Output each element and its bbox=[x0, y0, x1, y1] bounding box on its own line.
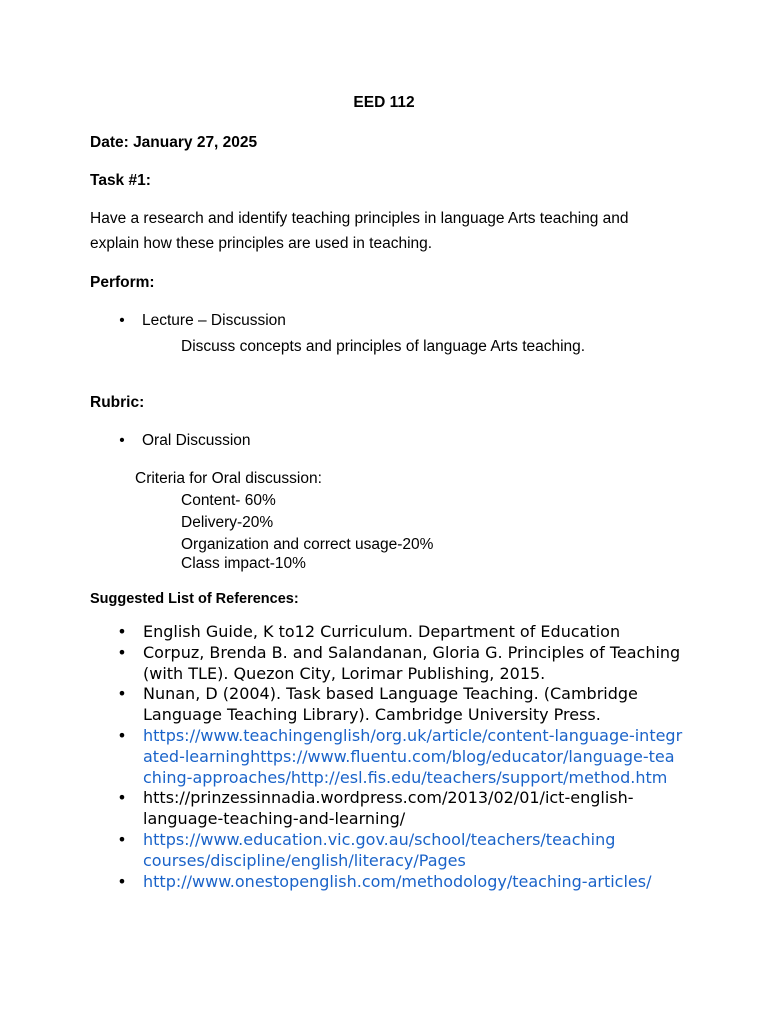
criteria-item: Delivery-20% bbox=[181, 514, 274, 531]
reference-link[interactable]: https://www.teachingenglish/org.uk/article/content-language-integrated-learninghttps://www.fluentu.com/blog/educator/language-teaching-approaches/http://esl.fis.edu/teachers/support/method.htm bbox=[143, 725, 683, 787]
criteria-heading: Criteria for Oral discussion: bbox=[135, 470, 322, 487]
bullet: • bbox=[117, 829, 127, 849]
course-code-title: EED 112 bbox=[353, 94, 415, 111]
rubric-item: Oral Discussion bbox=[142, 432, 251, 449]
criteria-item: Class impact-10% bbox=[181, 555, 306, 572]
reference-text: htts://prinzessinnadia.wordpress.com/2013/02/01/ict-english-language-teaching-and-learning/ bbox=[143, 788, 634, 829]
reference-item bbox=[116, 726, 683, 788]
reference-item bbox=[116, 830, 623, 872]
task-description-line-1: Have a research and identify teaching principles in language Arts teaching and bbox=[90, 210, 629, 227]
bullet: • bbox=[117, 622, 127, 641]
bullet: • bbox=[117, 684, 127, 704]
references-heading: Suggested List of References: bbox=[90, 591, 299, 607]
bullet: • bbox=[117, 642, 127, 662]
reference-item bbox=[116, 622, 716, 643]
reference-text: Corpuz, Brenda B. and Salandanan, Gloria G. Principles of Teaching (with TLE). Quezon City, Lorimar Publishing, 2015. bbox=[143, 642, 681, 683]
perform-heading: Perform: bbox=[90, 274, 155, 291]
bullet: • bbox=[117, 725, 127, 745]
bullet: • bbox=[117, 871, 127, 891]
reference-text: Nunan, D (2004). Task based Language Teaching. (Cambridge Language Teaching Library). Cambridge University Press. bbox=[143, 684, 638, 725]
perform-item: Lecture – Discussion bbox=[142, 312, 286, 329]
bullet: • bbox=[117, 788, 127, 808]
task-description-line-2: explain how these principles are used in teaching. bbox=[90, 235, 433, 252]
reference-link[interactable]: https://www.education.vic.gov.au/school/teachers/teachingcourses/discipline/english/literacy/Pages bbox=[143, 829, 616, 870]
rubric-heading: Rubric: bbox=[90, 394, 145, 411]
reference-item bbox=[116, 684, 716, 726]
reference-text: English Guide, K to12 Curriculum. Department of Education bbox=[143, 622, 621, 641]
reference-item bbox=[116, 643, 716, 685]
reference-link[interactable]: http://www.onestopenglish.com/methodology/teaching-articles/ bbox=[143, 871, 652, 891]
references-list bbox=[116, 622, 716, 892]
perform-detail: Discuss concepts and principles of language Arts teaching. bbox=[181, 338, 586, 355]
reference-item bbox=[116, 872, 716, 893]
reference-item bbox=[116, 788, 708, 830]
date-line: Date: January 27, 2025 bbox=[90, 134, 258, 151]
document-page: EED 112 Date: January 27, 2025 Task #1: Have a research and identify teaching principles in language Arts teaching and explain how these principles are used in teaching. Perform: • Lecture – Discussion Discuss concepts and principles of language Arts teaching. Rubric: • Oral Discussion Criteria for Oral discussion: Content- 60% Delivery-20% Organization and correct usage-20% Class impact-10% Suggested List of References: • English Guide, K to12 Curriculum. Department of Education • Corpuz, Brenda B. and Salandanan, Gloria G. Principles of Teaching (with TLE). Quezon City, Lorimar Publishing, 2015. • Nunan, D (2004). Task based Language Teaching. (Cambridge Language Teaching Library). Cambridge University Press. • https://www.teachingenglish/org.uk/article/content-language-integrated-learninghttps://www.fluentu.com/blog/educator/language-teaching-approaches/http://esl.fis.edu/teachers/support/method.htm • htts://prinzessinnadia.wordpress.com/2013/02/01/ict-english-language-teaching-and-learning/ • https://www.education.vic.gov.au/school/teachers/teachingcourses/discipline/english/literacy/Pages • http://www.onestopenglish.com/methodology/teaching-articles/ bbox=[0, 0, 768, 1024]
criteria-item: Organization and correct usage-20% bbox=[181, 536, 434, 553]
task-heading: Task #1: bbox=[90, 172, 151, 189]
criteria-item: Content- 60% bbox=[181, 492, 276, 509]
